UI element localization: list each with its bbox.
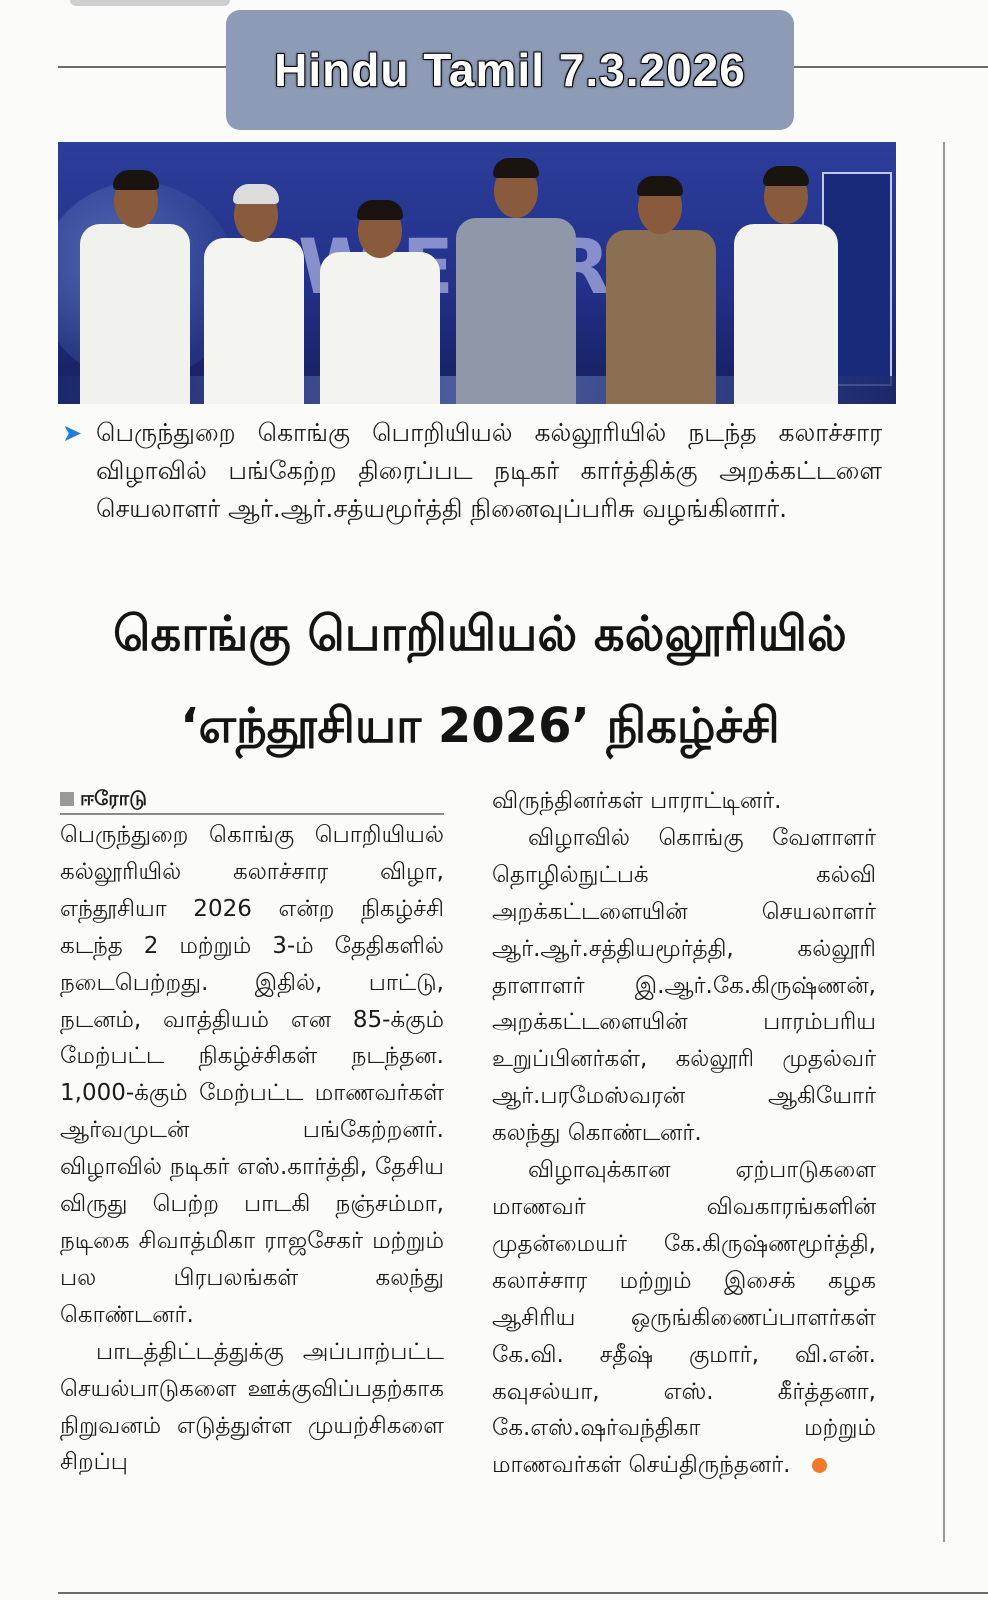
top-edge-fragment xyxy=(70,0,230,6)
news-photo xyxy=(58,142,896,404)
article-column-left xyxy=(60,817,444,1481)
person-3 xyxy=(320,192,440,404)
bottom-rule xyxy=(58,1592,988,1594)
person-5 xyxy=(606,168,716,404)
person-2 xyxy=(204,178,304,404)
source-badge-label: Hindu Tamil 7.3.2026 xyxy=(274,44,746,96)
photo-caption xyxy=(62,414,882,528)
article-paragraph-text: விழாவுக்கான ஏற்பாடுகளை மாணவர் விவகாரங்களின் முதன்மையர் கே.கிருஷ்ணமூர்த்தி, கலாச்சார மற்றும் இசைக் கழக ஆசிரிய ஒருங்கிணைப்பாளர்கள் கே.வி. சதீஷ் குமார், வி.என். கவுசல்யா, எஸ். கீர்த்தனா, கே.எஸ்.ஷர்வந்திகா மற்றும் மாணவர்கள் செய்திருந்தனர். xyxy=(492,1157,876,1479)
article-paragraph-last xyxy=(492,1152,876,1484)
dateline-text: ஈரோடு xyxy=(80,785,147,810)
photo-caption-text: பெருந்துறை கொங்கு பொறியியல் கல்லூரியில் நடந்த கலாச்சார விழாவில் பங்கேற்ற திரைப்பட நடிகர் கார்த்திக்கு அறக்கட்டளை செயலாளர் ஆர்.ஆர்.சத்யமூர்த்தி நினைவுப்பரிசு வழங்கினார். xyxy=(96,418,882,523)
person-6 xyxy=(734,160,838,404)
source-badge xyxy=(226,10,794,130)
person-1 xyxy=(80,164,190,404)
article-column-right xyxy=(492,783,876,1484)
end-mark-icon xyxy=(812,1458,827,1473)
headline xyxy=(60,588,900,772)
article-paragraph: பெருந்துறை கொங்கு பொறியியல் கல்லூரியில் கலாச்சார விழா, எந்தூசியா 2026 என்ற நிகழ்ச்சி கடந்த 2 மற்றும் 3-ம் தேதிகளில் நடைபெற்றது. இதில், பாட்டு, நடனம், வாத்தியம் என 85-க்கும் மேற்பட்ட நிகழ்ச்சிகள் நடந்தன. 1,000-க்கும் மேற்பட்ட மாணவர்கள் ஆர்வமுடன் பங்கேற்றனர். விழாவில் நடிகர் எஸ்.கார்த்தி, தேசிய விருது பெற்ற பாடகி நஞ்சம்மா, நடிகை சிவாத்மிகா ராஜசேகர் மற்றும் பல பிரபலங்கள் கலந்து கொண்டனர். xyxy=(60,822,444,1328)
article-paragraph: விருந்தினர்கள் பாராட்டினர். xyxy=(492,788,782,814)
dateline xyxy=(60,785,444,815)
person-4 xyxy=(456,154,576,404)
right-column-rule xyxy=(943,142,945,1542)
article-paragraph: பாடத்திட்டத்துக்கு அப்பாற்பட்ட செயல்பாடுகளை ஊக்குவிப்பதற்காக நிறுவனம் எடுத்துள்ள முயற்சிகளை சிறப்பு xyxy=(60,1338,444,1476)
headline-line-2: ‘எந்தூசியா 2026’ நிகழ்ச்சி xyxy=(180,698,780,754)
headline-line-1: கொங்கு பொறியியல் கல்லூரியில் xyxy=(113,606,847,662)
caption-arrow-icon: ➤ xyxy=(62,419,83,447)
article-paragraph: விழாவில் கொங்கு வேளாளர் தொழில்நுட்பக் கல்வி அறக்கட்டளையின் செயலாளர் ஆர்.ஆர்.சத்தியமூர்த்தி, கல்லூரி தாளாளர் இ.ஆர்.கே.கிருஷ்ணன், அறக்கட்டளையின் பாரம்பரிய உறுப்பினர்கள், கல்லூரி முதல்வர் ஆர்.பரமேஸ்வரன் ஆகியோர் கலந்து கொண்டனர். xyxy=(492,824,876,1147)
dateline-square-icon xyxy=(60,792,74,806)
